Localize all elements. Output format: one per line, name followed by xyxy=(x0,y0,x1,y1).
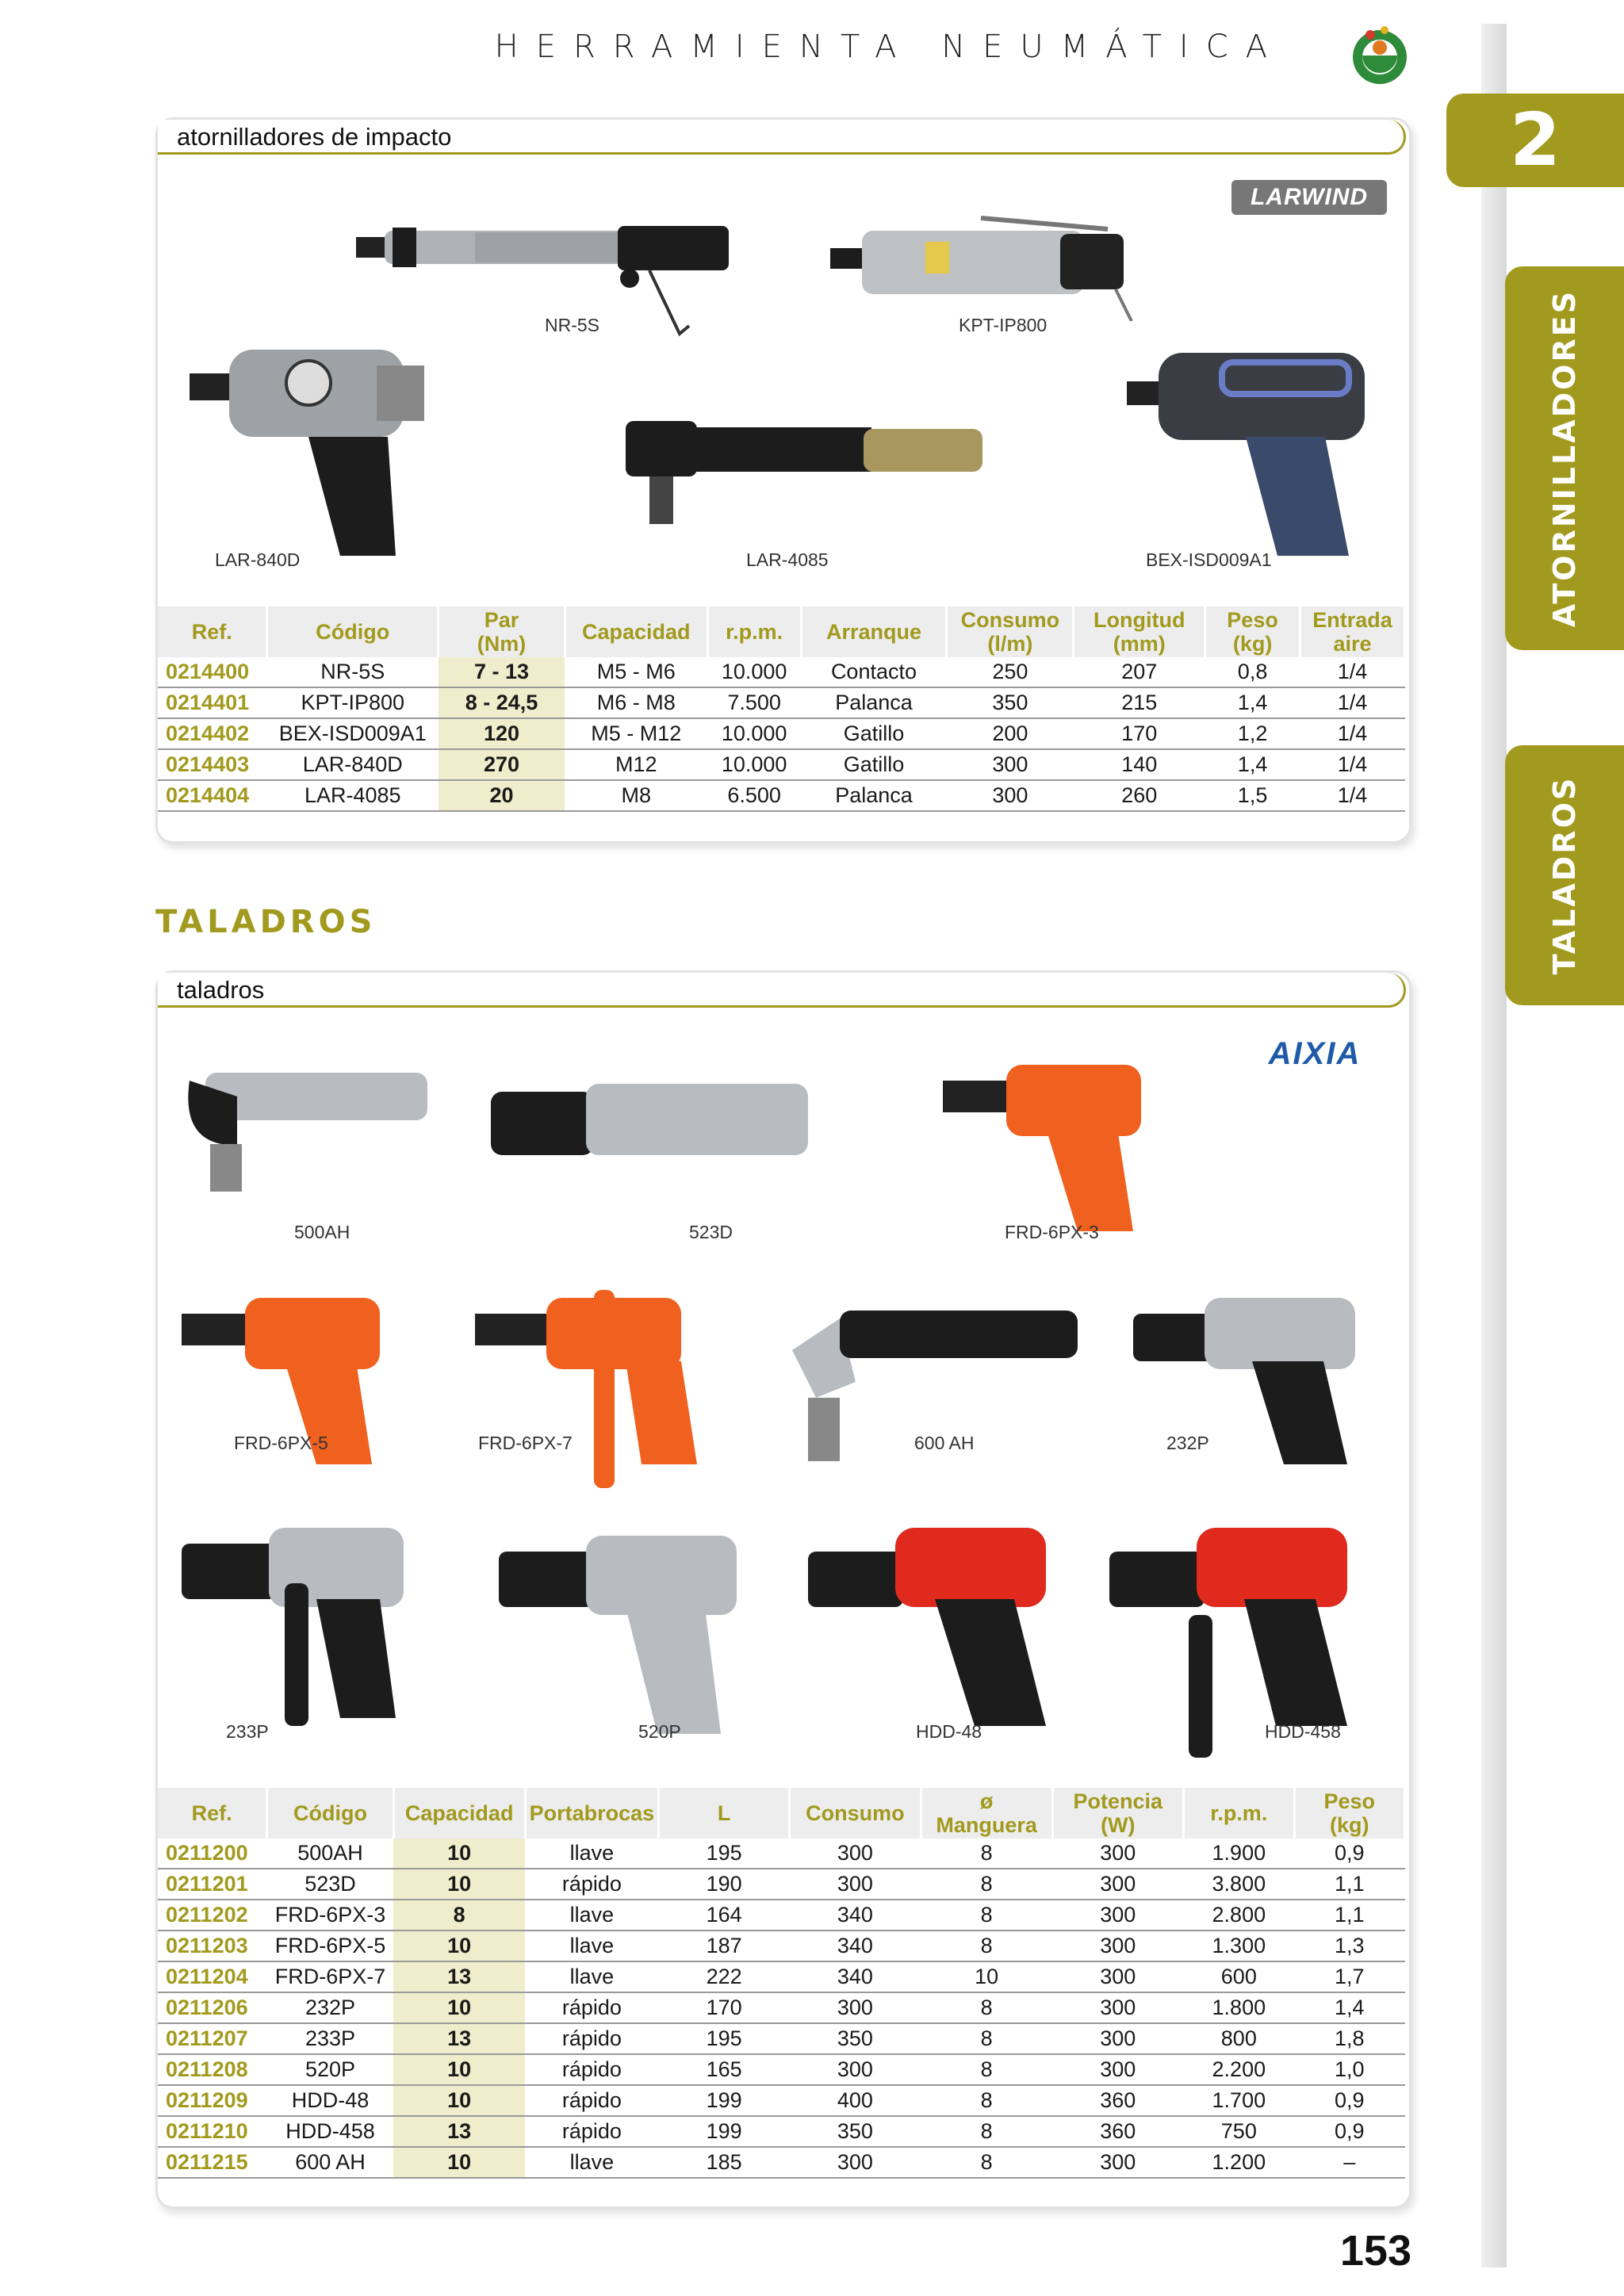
ref-cell: 0214404 xyxy=(158,780,267,811)
drills-specs-table xyxy=(158,1788,1406,2179)
table-cell: 195 xyxy=(659,2023,790,2054)
table-cell: 340 xyxy=(790,1961,921,1992)
ref-cell: 0211204 xyxy=(158,1961,267,1992)
table-cell: 1,4 xyxy=(1205,687,1300,718)
table-cell: 120 xyxy=(439,718,565,749)
table-cell: 1,3 xyxy=(1294,1931,1404,1961)
ref-cell: 0214402 xyxy=(158,718,267,749)
table-cell: 190 xyxy=(659,1869,790,1900)
table-cell: 260 xyxy=(1074,780,1205,811)
table-cell: 300 xyxy=(1052,1869,1184,1900)
ref-cell: 0214401 xyxy=(158,687,267,718)
table-cell: 2.800 xyxy=(1184,1900,1294,1931)
table-cell: 1.900 xyxy=(1184,1839,1294,1869)
table-cell: 3.800 xyxy=(1184,1869,1294,1900)
col-header: Par (Nm) xyxy=(439,607,565,657)
table-cell: 10 xyxy=(921,1961,1052,1992)
col-header: L xyxy=(659,1788,790,1839)
table-cell: Contacto xyxy=(801,657,947,687)
col-header: Portabrocas xyxy=(525,1788,659,1839)
table-cell: llave xyxy=(525,1931,659,1961)
table-cell: 10 xyxy=(393,2147,525,2178)
table-cell: 7 - 13 xyxy=(439,657,565,687)
taladros-section-heading: TALADROS xyxy=(155,904,377,940)
table-cell: NR-5S xyxy=(267,657,439,687)
ref-cell: 0211200 xyxy=(158,1839,267,1869)
product-label-500ah: 500AH xyxy=(294,1222,350,1242)
table-cell: 400 xyxy=(790,2085,921,2116)
table-cell: 300 xyxy=(1052,1992,1184,2023)
table-cell: 300 xyxy=(790,1992,921,2023)
tab-atornilladores[interactable] xyxy=(1505,266,1624,650)
tab-taladros-label: TALADROS xyxy=(1547,775,1583,975)
product-label-523d: 523D xyxy=(689,1222,733,1242)
col-header: Potencia (W) xyxy=(1052,1788,1184,1839)
table-cell: 2.200 xyxy=(1184,2054,1294,2085)
ref-cell: 0211202 xyxy=(158,1900,267,1931)
table-cell: llave xyxy=(525,2147,659,2178)
col-header: Capacidad xyxy=(393,1788,525,1839)
table-cell: 800 xyxy=(1184,2023,1294,2054)
table-cell: 300 xyxy=(1052,1961,1184,1992)
table-cell: 300 xyxy=(790,1869,921,1900)
table-cell: 7.500 xyxy=(707,687,801,718)
table-cell: M5 - M6 xyxy=(565,657,707,687)
product-image-500ah xyxy=(182,1049,435,1231)
table-cell: 10 xyxy=(393,2054,525,2085)
product-label-hdd-48: HDD-48 xyxy=(916,1721,982,1742)
col-header: Longitud (mm) xyxy=(1074,607,1205,657)
product-label-bex-isd009a1: BEX-ISD009A1 xyxy=(1146,549,1272,570)
table-row xyxy=(158,2023,1405,2054)
table-cell: 250 xyxy=(947,657,1074,687)
table-cell: 1/4 xyxy=(1300,687,1405,718)
table-cell: 500AH xyxy=(267,1839,393,1869)
table-cell: FRD-6PX-3 xyxy=(267,1900,393,1931)
product-image-kpt-ip800 xyxy=(830,202,1163,321)
product-image-lar-840d xyxy=(190,318,459,556)
product-label-232p: 232P xyxy=(1166,1433,1209,1453)
table-cell: 1.800 xyxy=(1184,1992,1294,2023)
table-cell: 10.000 xyxy=(707,718,801,749)
product-label-frd-6px-3: FRD-6PX-3 xyxy=(1005,1222,1099,1242)
col-header: Consumo xyxy=(790,1788,921,1839)
product-label-nr-5s: NR-5S xyxy=(545,315,600,335)
table-cell: 600 AH xyxy=(267,2147,393,2178)
table-cell: 1,5 xyxy=(1205,780,1300,811)
table-cell: 20 xyxy=(439,780,565,811)
table-cell: 523D xyxy=(267,1869,393,1900)
table-cell: M6 - M8 xyxy=(565,687,707,718)
product-label-kpt-ip800: KPT-IP800 xyxy=(959,315,1048,335)
table-cell: rápido xyxy=(525,2054,659,2085)
table-cell: 1.200 xyxy=(1184,2147,1294,2178)
table-cell: KPT-IP800 xyxy=(267,687,439,718)
table-cell: 6.500 xyxy=(707,780,801,811)
table-cell: 300 xyxy=(1052,2023,1184,2054)
product-label-lar-4085: LAR-4085 xyxy=(746,549,829,570)
table-cell: 300 xyxy=(790,2054,921,2085)
table-cell: 520P xyxy=(267,2054,393,2085)
product-image-bex-isd009a1 xyxy=(1127,318,1396,572)
ref-cell: 0211209 xyxy=(158,2085,267,2116)
table-cell: 170 xyxy=(659,1992,790,2023)
table-row xyxy=(158,749,1405,780)
table-cell: 8 xyxy=(393,1900,525,1931)
product-label-frd-6px-7: FRD-6PX-7 xyxy=(478,1433,573,1453)
table-cell: 1,4 xyxy=(1205,749,1300,780)
table-row xyxy=(158,2085,1405,2116)
table-cell: BEX-ISD009A1 xyxy=(267,718,439,749)
table-cell: 1/4 xyxy=(1300,657,1405,687)
table-cell: 222 xyxy=(659,1961,790,1992)
table-cell: 8 xyxy=(921,2085,1052,2116)
table-cell: 1,4 xyxy=(1294,1992,1404,2023)
table-cell: rápido xyxy=(525,1992,659,2023)
table-cell: 350 xyxy=(790,2116,921,2147)
product-label-233p: 233P xyxy=(226,1721,269,1742)
col-header: Capacidad xyxy=(565,607,707,657)
tab-atornilladores-label: ATORNILLADORES xyxy=(1547,289,1582,628)
table-cell: 300 xyxy=(947,780,1074,811)
table-cell: 10.000 xyxy=(707,749,801,780)
table-row xyxy=(158,780,1405,811)
ref-cell: 0211208 xyxy=(158,2054,267,2085)
table-cell: 10 xyxy=(393,1992,525,2023)
product-image-523d xyxy=(491,1060,824,1187)
table-cell: 8 xyxy=(921,2147,1052,2178)
table-cell: 1/4 xyxy=(1300,718,1405,749)
product-image-hdd-48 xyxy=(808,1512,1070,1750)
table-cell: rápido xyxy=(525,2085,659,2116)
page-edge-strip xyxy=(1481,24,1507,2267)
ref-cell: 0211206 xyxy=(158,1992,267,2023)
impact-specs-table xyxy=(158,607,1406,812)
col-header: Peso (kg) xyxy=(1205,607,1300,657)
table-cell: 300 xyxy=(1052,1839,1184,1869)
table-cell: 1,7 xyxy=(1294,1961,1404,1992)
table-cell: 165 xyxy=(659,2054,790,2085)
aixia-brand-logo: AIXIA xyxy=(1268,1036,1362,1071)
table-cell: 233P xyxy=(267,2023,393,2054)
table-cell: LAR-4085 xyxy=(267,780,439,811)
col-header: Consumo (l/m) xyxy=(947,607,1074,657)
table-cell: Palanca xyxy=(801,687,947,718)
table-cell: 350 xyxy=(790,2023,921,2054)
col-header: r.p.m. xyxy=(707,607,801,657)
table-cell: 1,2 xyxy=(1205,718,1300,749)
table-cell: 1.300 xyxy=(1184,1931,1294,1961)
table-cell: 8 xyxy=(921,1931,1052,1961)
table-cell: FRD-6PX-7 xyxy=(267,1961,393,1992)
table-cell: 340 xyxy=(790,1900,921,1931)
product-label-lar-840d: LAR-840D xyxy=(215,549,301,570)
product-image-233p xyxy=(182,1512,419,1750)
drills-table-header-row xyxy=(158,1788,1405,1839)
table-row xyxy=(158,1961,1405,1992)
col-header: Ref. xyxy=(158,607,267,657)
table-cell: 200 xyxy=(947,718,1074,749)
col-header: ø Manguera xyxy=(921,1788,1052,1839)
table-row xyxy=(158,2116,1405,2147)
ref-cell: 0214400 xyxy=(158,657,267,687)
table-cell: rápido xyxy=(525,2023,659,2054)
table-cell: 300 xyxy=(1052,2147,1184,2178)
table-cell: 187 xyxy=(659,1931,790,1961)
product-image-lar-4085 xyxy=(626,405,998,548)
table-cell: 0,9 xyxy=(1294,2116,1404,2147)
section-header-title: HERRAMIENTA NEUMÁTICA xyxy=(494,29,1285,65)
table-cell: 360 xyxy=(1052,2116,1184,2147)
table-cell: 0,9 xyxy=(1294,2085,1404,2116)
table-row xyxy=(158,718,1405,749)
table-cell: 1,1 xyxy=(1294,1869,1404,1900)
table-row xyxy=(158,2147,1405,2178)
table-cell: 1/4 xyxy=(1300,780,1405,811)
table-cell: 10.000 xyxy=(707,657,801,687)
table-cell: 0,8 xyxy=(1205,657,1300,687)
table-cell: – xyxy=(1294,2147,1404,2178)
table-cell: 360 xyxy=(1052,2085,1184,2116)
table-cell: 8 xyxy=(921,1992,1052,2023)
table-cell: 300 xyxy=(790,2147,921,2178)
table-cell: M5 - M12 xyxy=(565,718,707,749)
col-header: Peso (kg) xyxy=(1294,1788,1404,1839)
table-cell: 13 xyxy=(393,1961,525,1992)
table-row xyxy=(158,687,1405,718)
table-row xyxy=(158,1931,1405,1961)
impact-panel-title: atornilladores de impacto xyxy=(158,120,1406,155)
table-cell: 207 xyxy=(1074,657,1205,687)
col-header: Código xyxy=(267,1788,393,1839)
product-image-hdd-458 xyxy=(1109,1512,1387,1774)
table-cell: 1.700 xyxy=(1184,2085,1294,2116)
table-cell: 750 xyxy=(1184,2116,1294,2147)
table-cell: 10 xyxy=(393,2085,525,2116)
impact-wrenches-panel xyxy=(155,117,1411,844)
drills-panel xyxy=(155,970,1411,2209)
table-cell: llave xyxy=(525,1839,659,1869)
chapter-number-tab[interactable]: 2 xyxy=(1446,94,1624,187)
table-cell: 8 xyxy=(921,1839,1052,1869)
table-cell: 10 xyxy=(393,1839,525,1869)
table-cell: 270 xyxy=(439,749,565,780)
table-cell: 1,1 xyxy=(1294,1900,1404,1931)
table-cell: Palanca xyxy=(801,780,947,811)
table-cell: 10 xyxy=(393,1931,525,1961)
table-cell: 164 xyxy=(659,1900,790,1931)
company-logo xyxy=(1348,24,1411,87)
table-cell: 300 xyxy=(790,1839,921,1869)
table-cell: 1,0 xyxy=(1294,2054,1404,2085)
col-header: r.p.m. xyxy=(1184,1788,1294,1839)
product-image-520p xyxy=(499,1520,753,1750)
table-cell: 13 xyxy=(393,2023,525,2054)
table-cell: 1,8 xyxy=(1294,2023,1404,2054)
product-label-hdd-458: HDD-458 xyxy=(1265,1721,1341,1742)
table-cell: M12 xyxy=(565,749,707,780)
table-cell: 199 xyxy=(659,2085,790,2116)
tab-taladros[interactable] xyxy=(1505,745,1624,1005)
table-cell: 215 xyxy=(1074,687,1205,718)
table-cell: 8 xyxy=(921,2054,1052,2085)
table-cell: Gatillo xyxy=(801,749,947,780)
table-cell: 300 xyxy=(1052,1931,1184,1961)
col-header: Ref. xyxy=(158,1788,267,1839)
col-header: Arranque xyxy=(801,607,947,657)
ref-cell: 0214403 xyxy=(158,749,267,780)
page-number: 153 xyxy=(1339,2227,1411,2275)
table-cell: 1/4 xyxy=(1300,749,1405,780)
table-cell: llave xyxy=(525,1961,659,1992)
table-cell: rápido xyxy=(525,1869,659,1900)
table-cell: 0,9 xyxy=(1294,1839,1404,1869)
table-cell: M8 xyxy=(565,780,707,811)
table-cell: HDD-458 xyxy=(267,2116,393,2147)
larwind-brand-logo: LARWIND xyxy=(1231,180,1387,215)
ref-cell: 0211215 xyxy=(158,2147,267,2178)
col-header: Código xyxy=(267,607,439,657)
table-cell: 195 xyxy=(659,1839,790,1869)
ref-cell: 0211203 xyxy=(158,1931,267,1961)
table-row xyxy=(158,1992,1405,2023)
col-header: Entrada aire xyxy=(1300,607,1405,657)
table-cell: Gatillo xyxy=(801,718,947,749)
table-cell: 300 xyxy=(947,749,1074,780)
table-row xyxy=(158,1869,1405,1900)
table-cell: 600 xyxy=(1184,1961,1294,1992)
product-label-520p: 520P xyxy=(638,1721,681,1742)
impact-table-header-row xyxy=(158,607,1405,657)
product-label-frd-6px-5: FRD-6PX-5 xyxy=(234,1433,328,1453)
ref-cell: 0211210 xyxy=(158,2116,267,2147)
table-cell: 350 xyxy=(947,687,1074,718)
table-cell: 340 xyxy=(790,1931,921,1961)
table-cell: LAR-840D xyxy=(267,749,439,780)
table-cell: 300 xyxy=(1052,1900,1184,1931)
table-cell: 8 xyxy=(921,2116,1052,2147)
drills-panel-title: taladros xyxy=(158,973,1406,1008)
table-row xyxy=(158,1900,1405,1931)
table-cell: FRD-6PX-5 xyxy=(267,1931,393,1961)
table-row xyxy=(158,1839,1405,1869)
table-row xyxy=(158,657,1405,687)
table-cell: 199 xyxy=(659,2116,790,2147)
table-cell: 232P xyxy=(267,1992,393,2023)
table-cell: 10 xyxy=(393,1869,525,1900)
table-cell: 185 xyxy=(659,2147,790,2178)
table-cell: 300 xyxy=(1052,2054,1184,2085)
table-cell: 8 xyxy=(921,1900,1052,1931)
table-cell: 170 xyxy=(1074,718,1205,749)
ref-cell: 0211207 xyxy=(158,2023,267,2054)
table-row xyxy=(158,2054,1405,2085)
table-cell: 8 xyxy=(921,1869,1052,1900)
table-cell: 8 xyxy=(921,2023,1052,2054)
table-cell: 8 - 24,5 xyxy=(439,687,565,718)
table-cell: HDD-48 xyxy=(267,2085,393,2116)
table-cell: 140 xyxy=(1074,749,1205,780)
product-label-600-ah: 600 AH xyxy=(914,1433,975,1453)
ref-cell: 0211201 xyxy=(158,1869,267,1900)
table-cell: 13 xyxy=(393,2116,525,2147)
table-cell: rápido xyxy=(525,2116,659,2147)
product-image-frd-6px-7 xyxy=(475,1274,737,1496)
table-cell: llave xyxy=(525,1900,659,1931)
